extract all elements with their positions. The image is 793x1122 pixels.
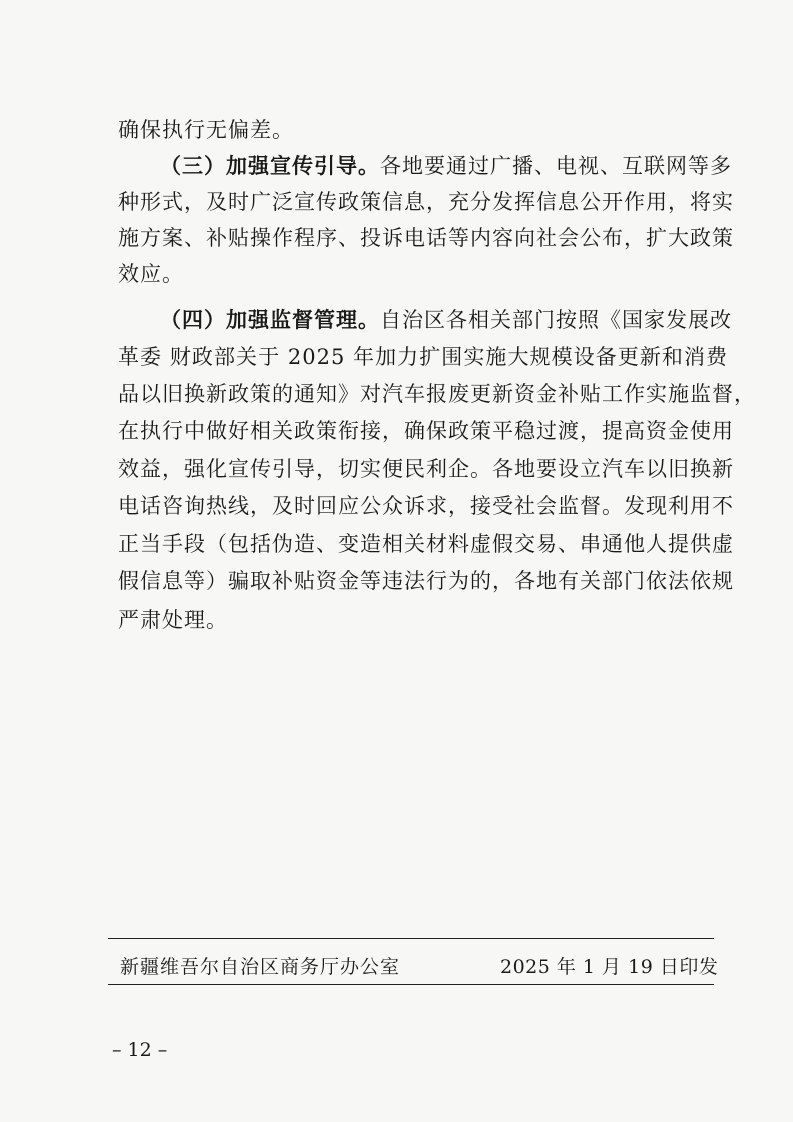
- section-4-first-line: [160, 306, 732, 334]
- page-number: – 12 –: [112, 1039, 168, 1061]
- paragraph-line: 确保执行无偏差。: [118, 118, 294, 142]
- paragraph-line: 正当手段（包括伪造、变造相关材料虚假交易、串通他人提供虚: [118, 532, 734, 556]
- paragraph-line: 严肃处理。: [118, 608, 228, 632]
- paragraph-line: 效应。: [118, 262, 184, 286]
- section-3-heading: （三）加强宣传引导。: [160, 153, 380, 178]
- paragraph-line: 假信息等）骗取补贴资金等违法行为的，各地有关部门依法依规: [118, 569, 734, 593]
- footer-print-date: 2025 年 1 月 19 日印发: [500, 956, 719, 978]
- paragraph-line: 在执行中做好相关政策衔接，确保政策平稳过渡，提高资金使用: [118, 419, 734, 443]
- section-3-first-line: [160, 152, 732, 180]
- paragraph-line: 各地要通过广播、电视、互联网等多: [380, 154, 732, 178]
- section-4-heading: （四）加强监督管理。: [160, 307, 380, 332]
- paragraph-line: 自治区各相关部门按照《国家发展改: [380, 308, 732, 332]
- footer-bottom-rule: [108, 984, 714, 985]
- paragraph-line: 革委 财政部关于 2025 年加力扩围实施大规模设备更新和消费: [118, 345, 728, 369]
- paragraph-line: 施方案、补贴操作程序、投诉电话等内容向社会公布，扩大政策: [118, 226, 734, 250]
- paragraph-line: 效益，强化宣传引导，切实便民利企。各地要设立汽车以旧换新: [118, 457, 734, 481]
- footer-top-rule: [108, 938, 714, 939]
- paragraph-line: 电话咨询热线，及时回应公众诉求，接受社会监督。发现利用不: [118, 494, 734, 518]
- footer-issuer: 新疆维吾尔自治区商务厅办公室: [120, 956, 401, 978]
- paragraph-line: 品以旧换新政策的通知》对汽车报废更新资金补贴工作实施监督，: [118, 382, 756, 406]
- paragraph-line: 种形式，及时广泛宣传政策信息，充分发挥信息公开作用，将实: [118, 190, 734, 214]
